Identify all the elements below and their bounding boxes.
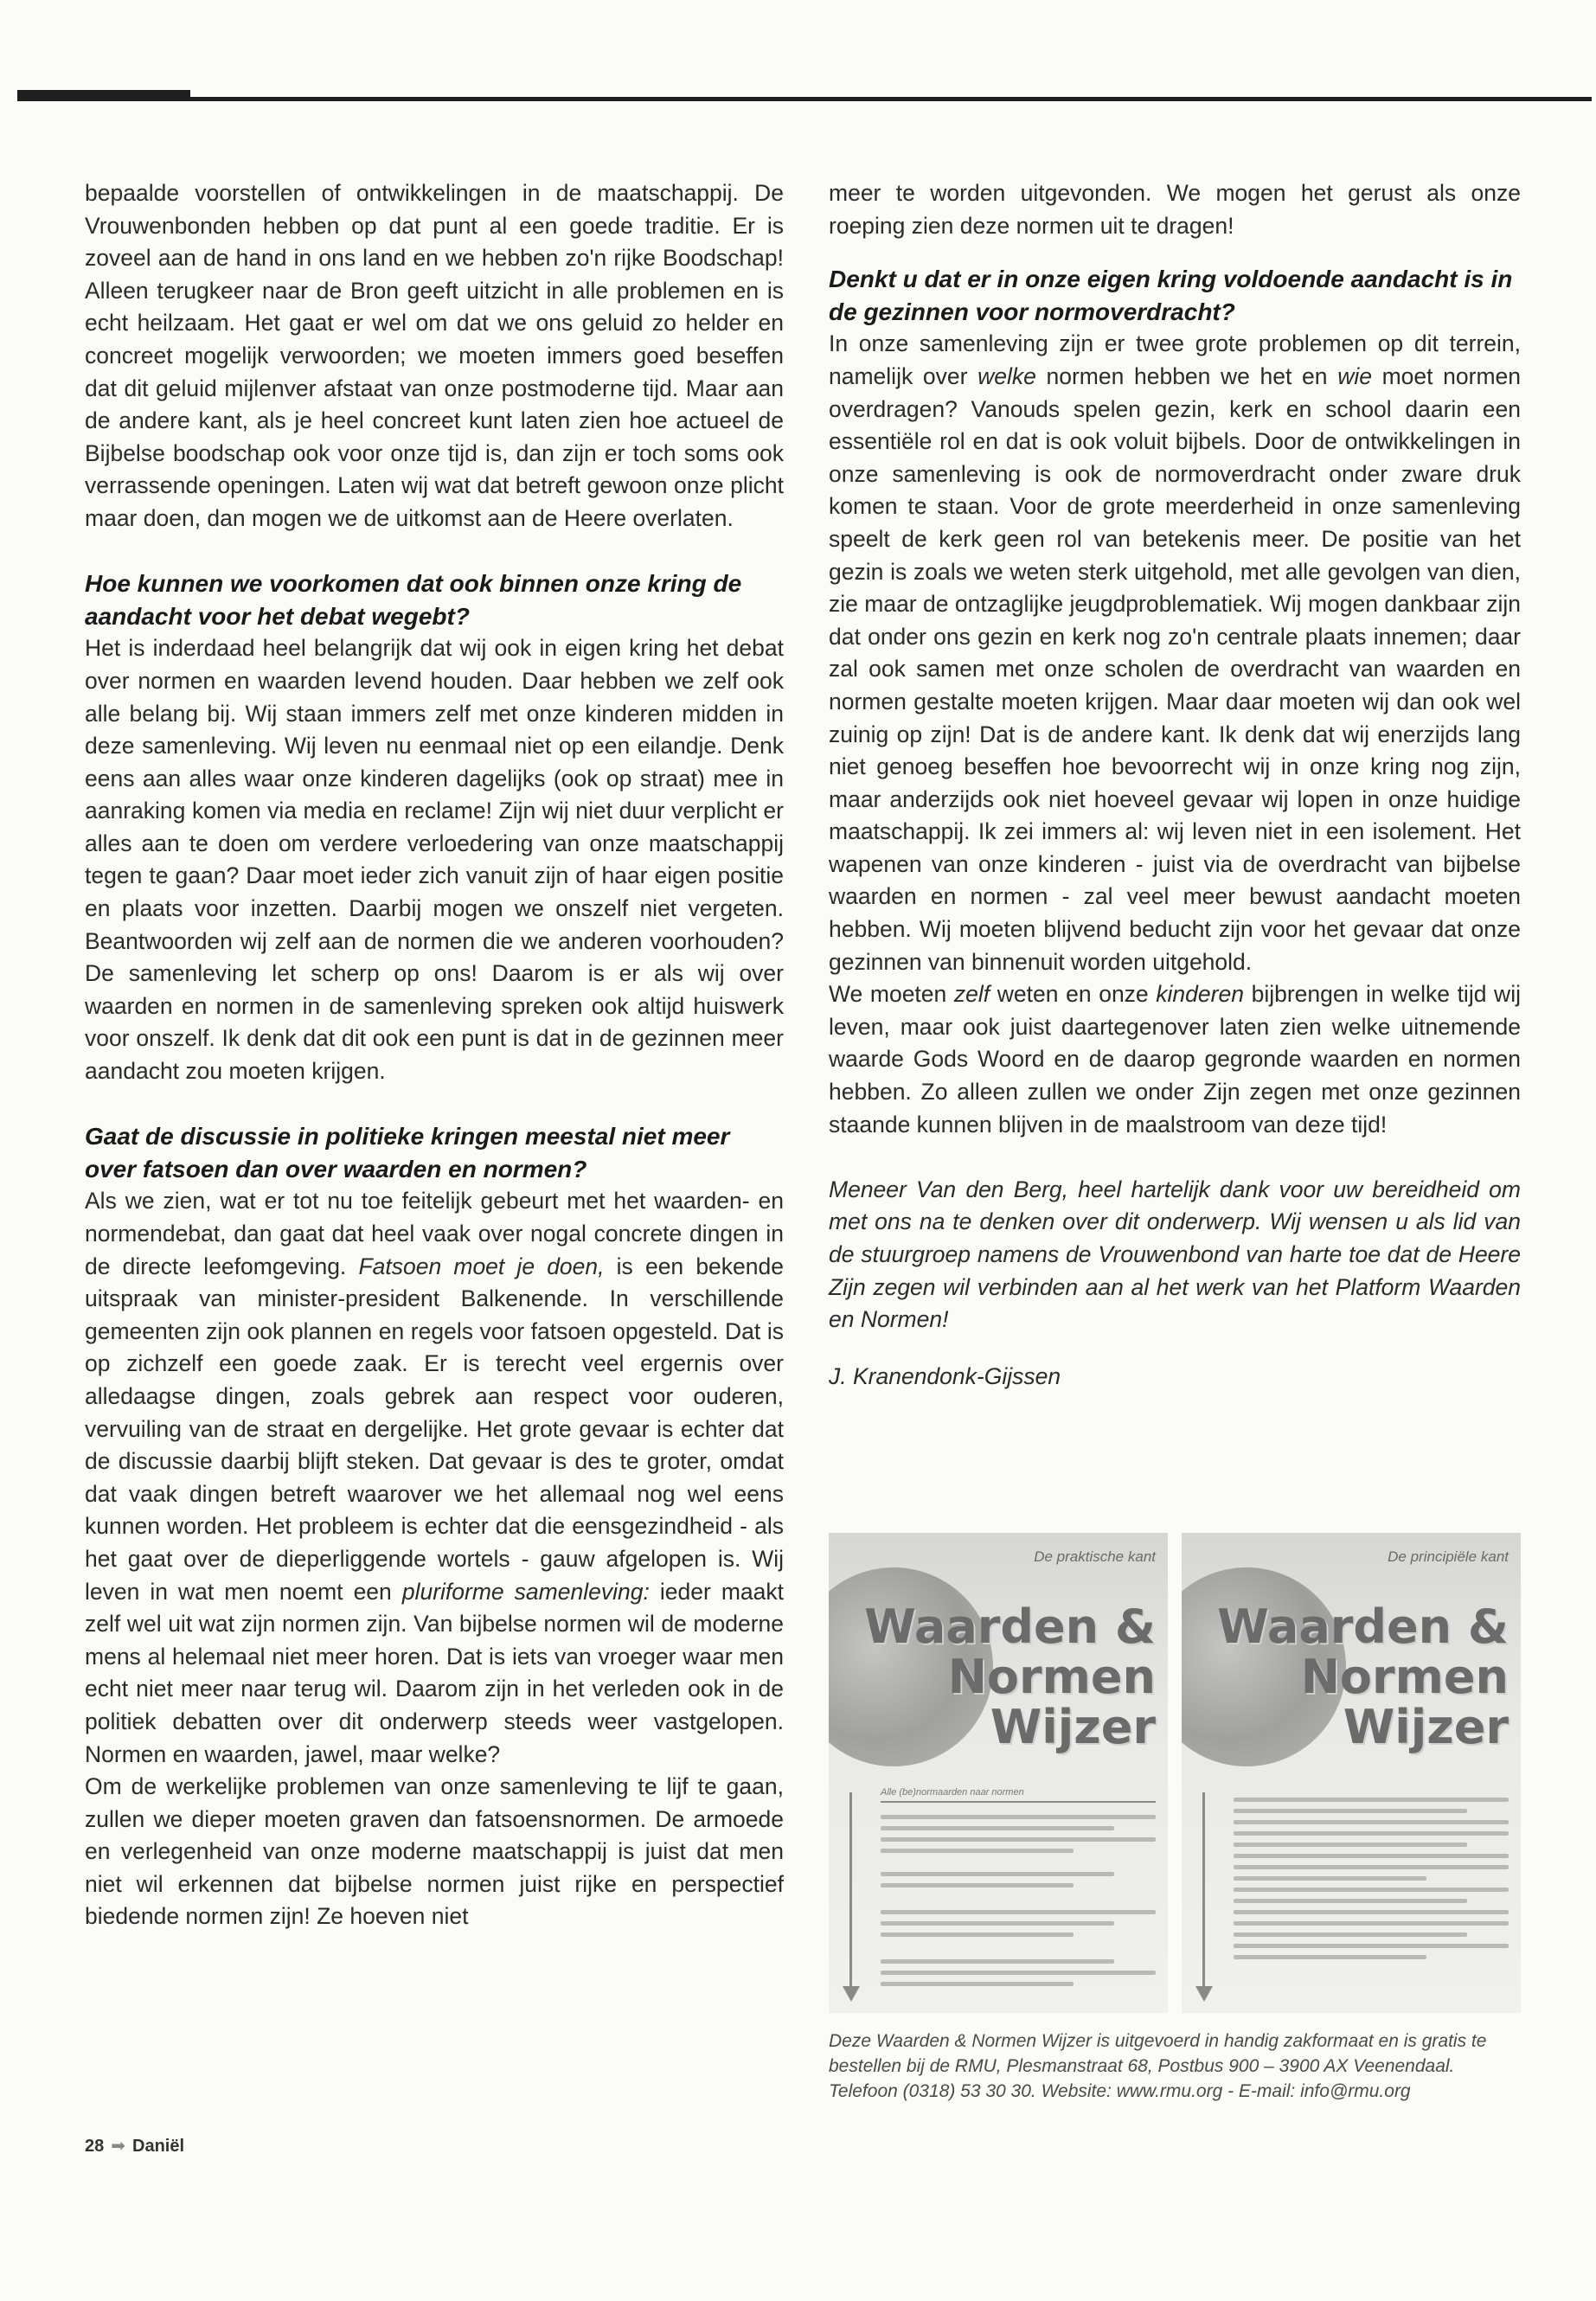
left-column <box>85 177 784 1933</box>
right-paragraph-3: We moeten zelf weten en onze kinderen bijbrengen in welke tijd wij leven, maar ook juist daartegenover laten zien welke uitnemende waarde Gods Woord en de daarop gegronde waarden en normen hebben. Zo alleen zullen we onder Zijn zegen met onze gezinnen staande kunnen blijven in de maalstroom van deze tijd! <box>829 981 1521 1138</box>
question-heading-4: Denkt u dat er in onze eigen kring voldoende aandacht is in de gezinnen voor normoverdracht? <box>829 266 1513 325</box>
wijzer-body-text <box>1234 1791 1509 1987</box>
wijzer-header: De praktische kant <box>1034 1548 1156 1565</box>
top-rule <box>17 97 1592 101</box>
author-signature: J. Kranendonk-Gijssen <box>829 1362 1061 1389</box>
closing-remark: Meneer Van den Berg, heel hartelijk dank voor uw bereidheid om met ons na te denken over dit onderwerp. Wij wensen u als lid van de stuurgroep namens de Vrouwenbond van harte toe dat de Heere Zijn zegen wil verbinden aan al het werk van het Platform Waarden en Normen! <box>829 1176 1521 1333</box>
arrow-down-icon <box>843 1986 860 2002</box>
right-paragraph-1: meer te worden uitgevonden. We mogen het gerust als onze roeping zien deze normen uit te dragen! <box>829 180 1521 239</box>
magazine-name: Daniël <box>132 2137 185 2156</box>
question-heading-3: Gaat de discussie in politieke kringen meestal niet meer over fatsoen dan over waarden en normen? <box>85 1123 730 1183</box>
arrow-line <box>1202 1792 1205 1991</box>
wijzer-card-principled <box>1182 1533 1521 2013</box>
left-paragraph-1: bepaalde voorstellen of ontwikkelingen in de maatschappij. De Vrouwenbonden hebben op dat punt al een goede traditie. Er is zoveel aan de hand in ons land en we hebben zo'n rijke Boodschap! Alleen terugkeer naar de Bron geeft uitzicht in alle problemen en is echt heilzaam. Het gaat er wel om dat we ons geluid zo helder en concreet mogelijk verwoorden; we moeten immers goed beseffen dat dit geluid mijlenver afstaat van onze postmoderne tijd. Maar aan de andere kant, als je heel concreet kunt laten zien hoe actueel de Bijbelse boodschap ook voor onze tijd is, dan zijn er toch soms ook verrassende openingen. Laten wij wat dat betreft gewoon onze plicht maar doen, dan mogen we de uitkomst aan de Heere overlaten. <box>85 180 784 531</box>
left-paragraph-4: Om de werkelijke problemen van onze samenleving te lijf te gaan, zullen we dieper moeten graven dan fatsoensnormen. De armoede en verlegenheid van onze moderne maatschappij is juist dat men niet wil erkennen dat bijbelse normen juist rijke en perspectief biedende normen zijn! Ze hoeven niet <box>85 1773 784 1930</box>
left-paragraph-2: Het is inderdaad heel belangrijk dat wij ook in eigen kring het debat over normen en waarden levend houden. Daar hebben we zelf ook alle belang bij. Wij staan immers zelf met onze kinderen midden in deze samenleving. Wij leven nu eenmaal niet op een eilandje. Denk eens aan alles waar onze kinderen dagelijks (ook op straat) mee in aanraking komen via media en reclame! Zijn wij niet duur verplicht er alles aan te doen om verdere verloedering van onze maatschappij tegen te gaan? Daar moet ieder zich vanuit zijn of haar eigen positie en plaats voor inzetten. Daarbij mogen we onszelf niet vergeten. Beantwoorden wij zelf aan de normen die we anderen voorhouden? De samenleving let scherp op ons! Daarom is er als wij over waarden en normen in de samenleving spreken ook altijd huiswerk voor onszelf. Ik denk dat dit ook een punt is dat in de gezinnen meer aandacht zou moeten krijgen. <box>85 635 784 1085</box>
wijzer-title: Waarden & Normen Wijzer <box>864 1599 1156 1754</box>
right-paragraph-2: In onze samenleving zijn er twee grote problemen op dit terrein, namelijk over welke normen hebben we het en wie moet normen overdragen? Vanouds spelen gezin, kerk en school daarin een essentiële rol en dat is ook voluit bijbels. Door de ontwikkelingen in onze samenleving is ook de normoverdracht onder zware druk komen te staan. Voor de grote meerderheid in onze samenleving speelt de kerk geen rol van betekenis meer. De positie van het gezin is zoals we weten sterk uitgehold, met alle gevolgen van dien, zie maar de ontzaglijke jeugdproblematiek. Wij mogen dankbaar zijn dat onder ons gezin en kerk nog zo'n centrale plaats innemen; daar zal ook samen met onze scholen de overdracht van waarden en normen gestalte moeten krijgen. Maar daar moeten wij dan ook wel zuinig op zijn! Dat is de andere kant. Ik denk dat wij enerzijds lang niet genoeg beseffen hoe bevoorrecht wij in onze kring nog zijn, maar anderzijds ook niet hoeveel gevaar wij lopen in onze huidige maatschappij. Ik zei immers al: wij leven niet in een isolement. Het wapenen van onze kinderen - juist via de overdracht van bijbelse waarden en normen - zal veel meer bewust aandacht moeten hebben. Wij moeten blijvend beducht zijn voor het gevaar dat onze gezinnen van binnenuit worden uitgehold. <box>829 330 1522 975</box>
page-number: 28 <box>85 2137 105 2156</box>
left-paragraph-3: Als we zien, wat er tot nu toe feitelijk gebeurt met het waarden- en normendebat, dan gaat dat heel vaak over nogal concrete dingen in de directe leefomgeving. Fatsoen moet je doen, is een bekende uitspraak van minister-president Balkenende. In verschillende gemeenten zijn ook plannen en regels voor fatsoen opgesteld. Dat is op zichzelf een goede zaak. Er is terecht veel ergernis over alledaagse dingen, zoals gebrek aan respect voor ouderen, vervuiling van de straat en dergelijke. Het grote gevaar is echter dat de discussie daarbij blijft steken. Dat gevaar is des te groter, omdat dat vaak dingen betreft waarover we het allemaal nog wel eens kunnen worden. Het probleem is echter dat die eensgezindheid - als het gaat over de dieperliggende wortels - gauw afgelopen is. Wij leven in wat men noemt een pluriforme samenleving: ieder maakt zelf wel uit wat zijn normen zijn. Van bijbelse normen wil de moderne mens al helemaal niet meer horen. Dat is iets van vroeger waar men echt niet meer naar terug wil. Daarom zijn in het verleden ook in de politiek debatten over dit onderwerp steeds weer vastgelopen. Normen en waarden, jawel, maar welke? <box>85 1188 784 1767</box>
arrow-line <box>849 1792 852 1991</box>
page-folio <box>85 2135 184 2157</box>
wijzer-cards <box>829 1533 1521 2017</box>
wijzer-subtitle: Alle (be)normaarden naar normen <box>881 1787 1156 1803</box>
right-column <box>829 177 1521 1393</box>
wijzer-card-practical <box>829 1533 1168 2013</box>
wijzer-body-text <box>881 1808 1156 1987</box>
arrow-right-icon: ➡ <box>111 2137 126 2156</box>
wijzer-header: De principiële kant <box>1388 1548 1509 1565</box>
wijzer-title: Waarden & Normen Wijzer <box>1217 1599 1509 1754</box>
wijzer-caption: Deze Waarden & Normen Wijzer is uitgevoerd in handig zakformaat en is gratis te bestellen bij de RMU, Plesmanstraat 68, Postbus 900 – 3900 AX Veenendaal. Telefoon (0318) 53 30 30. Website: www.rmu.org - E-mail: info@rmu.org <box>829 2031 1487 2101</box>
arrow-down-icon <box>1195 1986 1213 2002</box>
question-heading-2: Hoe kunnen we voorkomen dat ook binnen onze kring de aandacht voor het debat wegebt? <box>85 570 742 630</box>
